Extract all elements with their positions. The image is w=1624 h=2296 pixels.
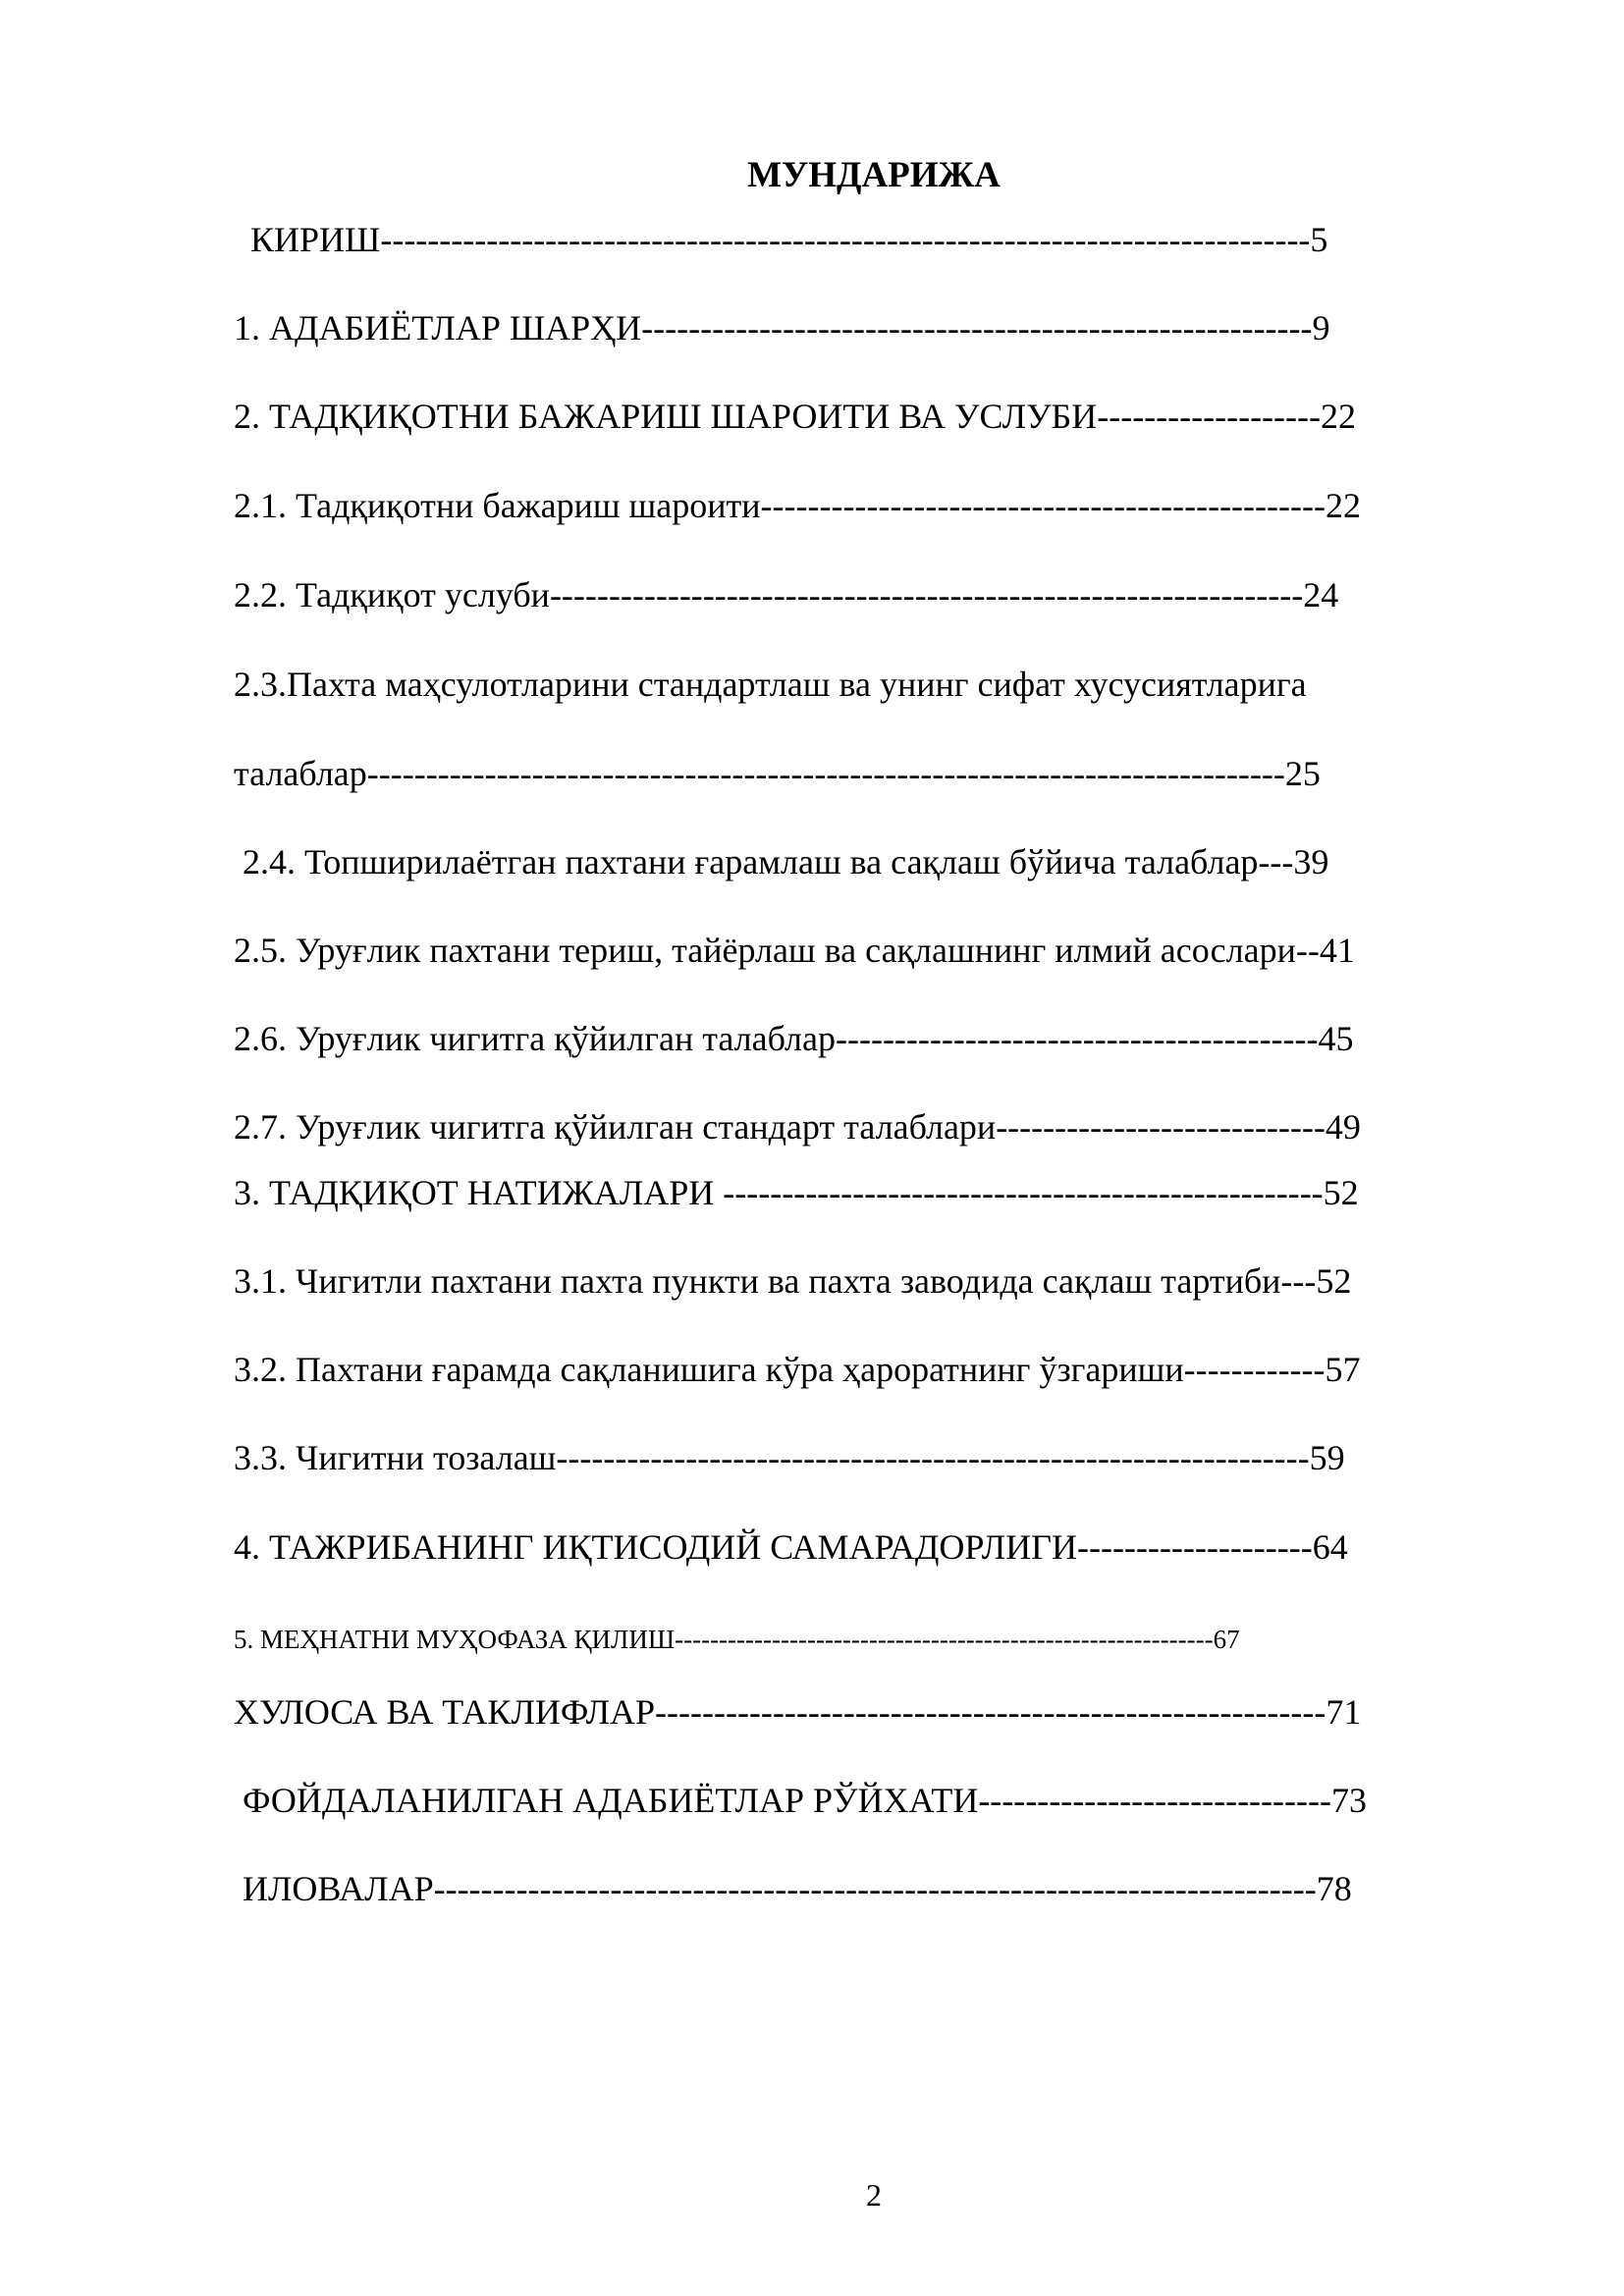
page-number: 2 [866, 2177, 882, 2213]
toc-entry-3-1: 3.1. Чигитли пахтани пахта пункти ва пахта заводида сақлаш тартиби---52 [234, 1261, 1352, 1301]
toc-entry-2-4: 2.4. Топширилаётган пахтани ғарамлаш ва сақлаш бўйича талаблар---39 [243, 842, 1329, 881]
toc-entry-appendices: ИЛОВАЛАР---------------------------------------------------------------------------78 [243, 1869, 1352, 1908]
toc-entry-references: ФОЙДАЛАНИЛГАН АДАБИЁТЛАР РЎЙХАТИ------------------------------73 [243, 1781, 1367, 1820]
toc-entry-3-3: 3.3. Чигитни тозалаш----------------------------------------------------------------59 [234, 1438, 1345, 1477]
toc-entry-2-1: 2.1. Тадқиқотни бажариш шароити------------------------------------------------22 [234, 486, 1361, 525]
toc-entry-2-6: 2.6. Уруғлик чигитга қўйилган талаблар-----------------------------------------45 [234, 1019, 1354, 1058]
toc-entry-2-7: 2.7. Уруғлик чигитга қўйилган стандарт талаблари----------------------------49 [234, 1107, 1361, 1147]
toc-entry-introduction: КИРИШ-------------------------------------------------------------------------------5 [250, 220, 1328, 259]
toc-entry-2-3: 2.3.Пахта маҳсулотларини стандартлаш ва унинг сифат хусусиятларига [234, 665, 1307, 704]
toc-entry-4: 4. ТАЖРИБАНИНГ ИҚТИСОДИЙ САМАРАДОРЛИГИ--------------------64 [234, 1527, 1348, 1567]
toc-entry-2: 2. ТАДҚИҚОТНИ БАЖАРИШ ШАРОИТИ ВА УСЛУБИ-------------------22 [234, 397, 1356, 436]
toc-entry-1: 1. АДАБИЁТЛАР ШАРҲИ---------------------------------------------------------9 [234, 308, 1330, 347]
toc-entry-2-3-continued: талаблар------------------------------------------------------------------------------25 [234, 754, 1321, 793]
toc-entry-2-5: 2.5. Уруғлик пахтани териш, тайёрлаш ва сақлашнинг илмий асослари--41 [234, 931, 1355, 970]
toc-entry-2-2: 2.2. Тадқиқот услуби----------------------------------------------------------------24 [234, 575, 1339, 614]
toc-entry-5: 5. МЕҲНАТНИ МУҲОФАЗА ҚИЛИШ-------------------------------------------------------------67 [234, 1625, 1240, 1654]
toc-entry-3: 3. ТАДҚИҚОТ НАТИЖАЛАРИ ---------------------------------------------------52 [234, 1173, 1359, 1212]
toc-entry-conclusions: ХУЛОСА ВА ТАКЛИФЛАР---------------------------------------------------------71 [234, 1692, 1362, 1732]
toc-entry-3-2: 3.2. Пахтани ғарамда сақланишига кўра ҳароратнинг ўзгариши------------57 [234, 1350, 1361, 1389]
toc-title: МУНДАРИЖА [747, 155, 1001, 195]
